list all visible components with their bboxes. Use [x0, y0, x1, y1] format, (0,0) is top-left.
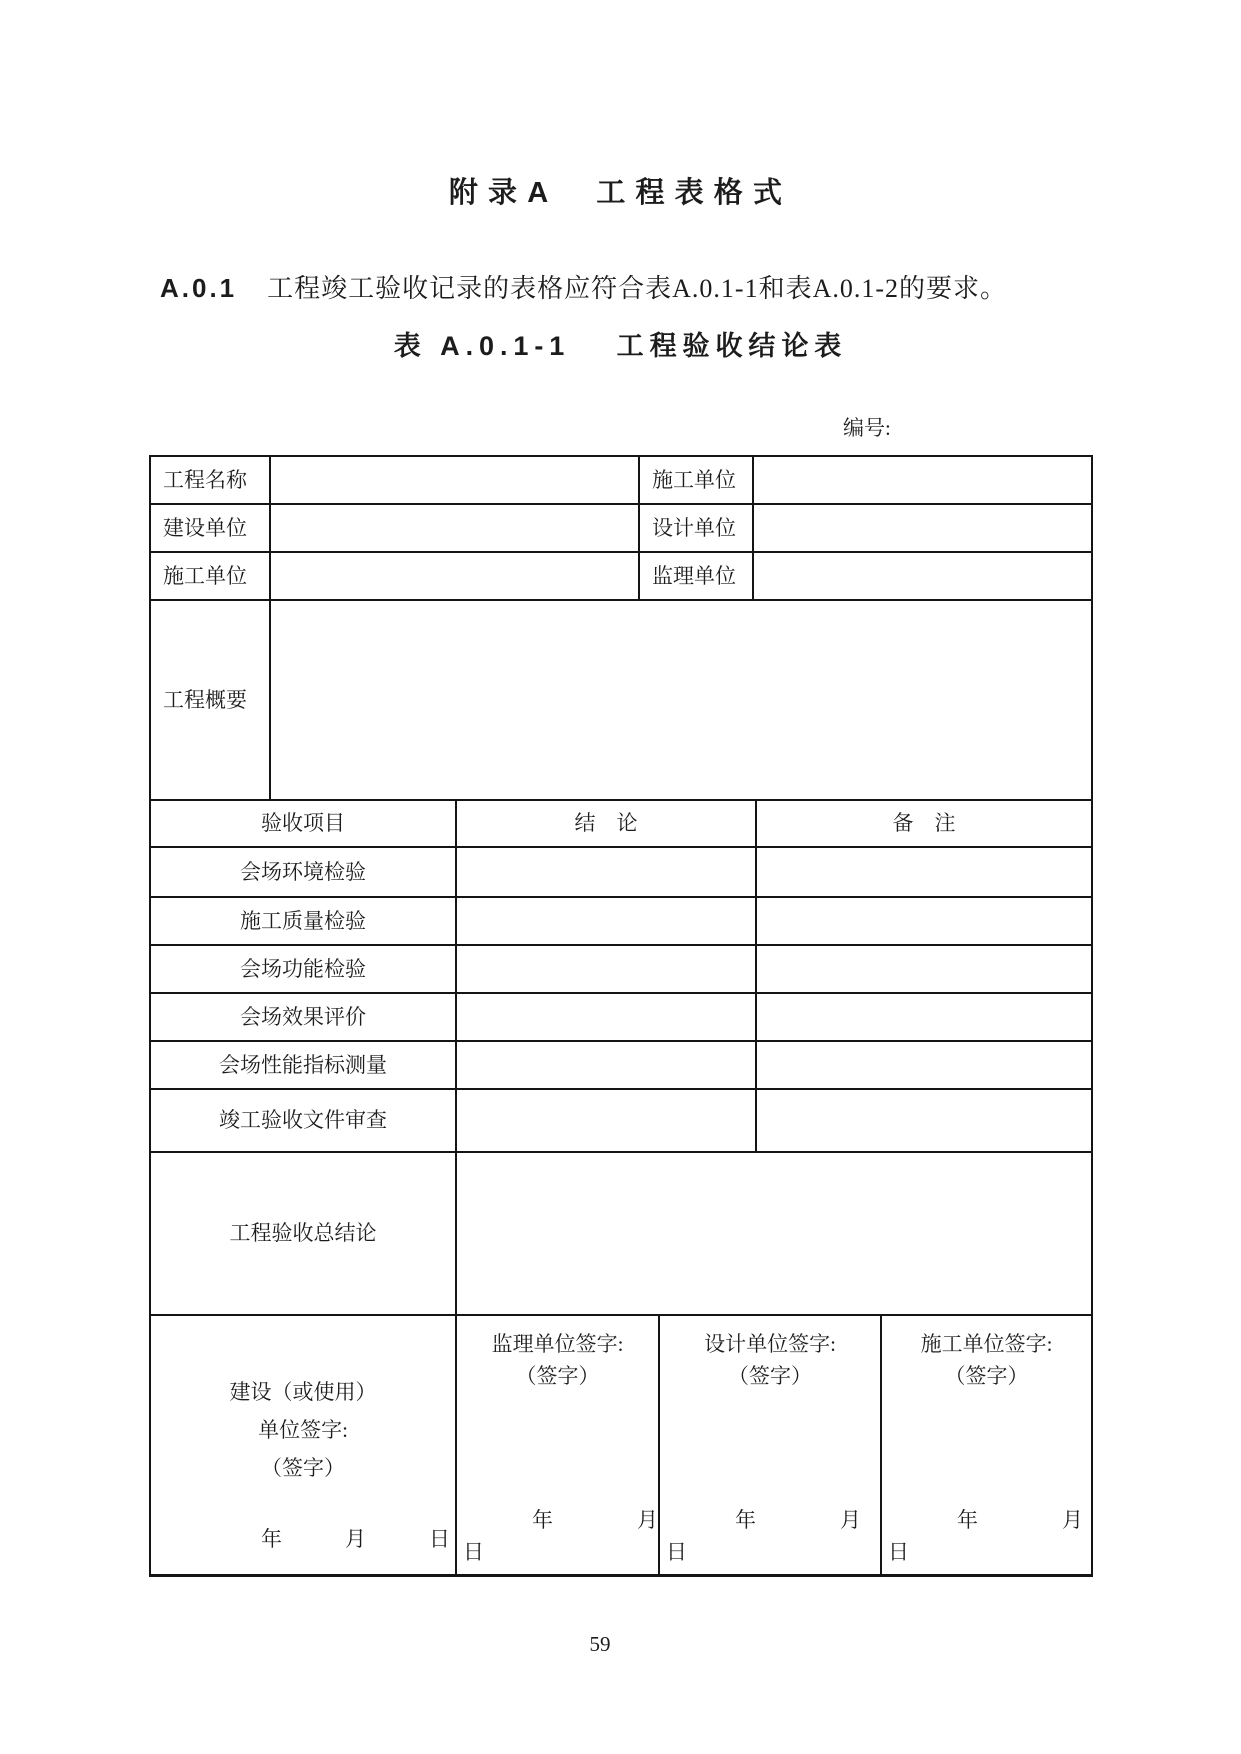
acceptance-row — [151, 946, 1091, 994]
designer-date-line: 年 月 日 — [666, 1508, 861, 1564]
acceptance-item-label: 会场环境检验 — [151, 848, 457, 896]
acceptance-row — [151, 848, 1091, 898]
acceptance-row — [151, 898, 1091, 946]
info-label: 施工单位 — [151, 553, 271, 599]
conclusion-cell — [457, 946, 757, 992]
page-number: 59 — [589, 1632, 611, 1656]
designer-signature-label: 设计单位签字: — [704, 1332, 836, 1356]
conclusion-cell — [457, 994, 757, 1040]
acceptance-header-remarks: 备 注 — [892, 811, 956, 836]
acceptance-header-row — [151, 801, 1091, 848]
conclusion-cell — [457, 898, 757, 944]
overview-row — [151, 601, 1091, 801]
clause-text: 工程竣工验收记录的表格应符合表A.0.1-1和表A.0.1-2的要求。 — [267, 274, 1008, 303]
acceptance-item-label: 会场效果评价 — [151, 994, 457, 1040]
owner-date-line: 年 月 日 — [261, 1526, 450, 1551]
table-title: 表 A.0.1-1 工程验收结论表 — [393, 331, 848, 361]
overall-conclusion-label: 工程验收总结论 — [151, 1153, 457, 1314]
remarks-cell — [757, 946, 1091, 992]
designer-sign-hint: （签字） — [728, 1364, 812, 1388]
info-label: 建设单位 — [151, 505, 271, 551]
remarks-cell — [757, 1042, 1091, 1088]
info-value-cell — [754, 553, 1091, 599]
owner-signature-label: 建设（或使用） 单位签字: （签字） — [229, 1380, 377, 1480]
info-value-cell — [271, 457, 640, 503]
overview-value-cell — [271, 601, 1091, 799]
conclusion-cell — [457, 848, 757, 896]
contractor-signature-label: 施工单位签字: — [920, 1332, 1053, 1356]
overall-conclusion-row — [151, 1153, 1091, 1316]
acceptance-item-label: 施工质量检验 — [151, 898, 457, 944]
info-row — [151, 553, 1091, 601]
acceptance-item-label: 会场性能指标测量 — [151, 1042, 457, 1088]
contractor-sign-hint: （签字） — [944, 1364, 1029, 1388]
supervisor-date-line: 年 月 日 — [463, 1508, 658, 1564]
acceptance-row — [151, 994, 1091, 1042]
acceptance-row — [151, 1042, 1091, 1090]
info-label: 施工单位 — [640, 457, 754, 503]
info-value-cell — [271, 505, 640, 551]
info-label: 监理单位 — [640, 553, 754, 599]
acceptance-header-conclusion: 结 论 — [457, 801, 757, 846]
info-value-cell — [271, 553, 640, 599]
conclusion-cell — [457, 1042, 757, 1088]
acceptance-row — [151, 1090, 1091, 1153]
signature-col-owner — [151, 1316, 457, 1574]
contractor-date-line: 年 月 日 — [888, 1508, 1083, 1564]
signature-col-supervisor — [457, 1316, 660, 1574]
appendix-title: 附录A 工程表格式 — [448, 177, 793, 209]
remarks-cell — [757, 1090, 1091, 1151]
remarks-cell — [757, 898, 1091, 944]
remarks-cell — [757, 848, 1091, 896]
acceptance-header-item: 验收项目 — [151, 801, 457, 846]
info-label: 工程名称 — [151, 457, 271, 503]
signature-row — [151, 1316, 1091, 1574]
supervisor-sign-hint: （签字） — [515, 1364, 600, 1388]
acceptance-item-label: 竣工验收文件审查 — [151, 1090, 457, 1151]
overview-label: 工程概要 — [151, 601, 271, 799]
supervisor-signature-label: 监理单位签字: — [491, 1332, 624, 1356]
serial-number-label: 编号: — [843, 416, 891, 440]
info-row — [151, 505, 1091, 553]
clause-number: A.0.1 — [160, 273, 238, 303]
signature-col-designer — [660, 1316, 882, 1574]
clause-a01 — [160, 268, 1160, 305]
acceptance-conclusion-table — [149, 455, 1093, 1577]
info-value-cell — [754, 457, 1091, 503]
remarks-cell — [757, 994, 1091, 1040]
acceptance-item-label: 会场功能检验 — [151, 946, 457, 992]
overall-conclusion-value-cell — [457, 1153, 1091, 1314]
info-label: 设计单位 — [640, 505, 754, 551]
conclusion-cell — [457, 1090, 757, 1151]
info-row — [151, 457, 1091, 505]
signature-col-contractor — [882, 1316, 1091, 1574]
info-value-cell — [754, 505, 1091, 551]
